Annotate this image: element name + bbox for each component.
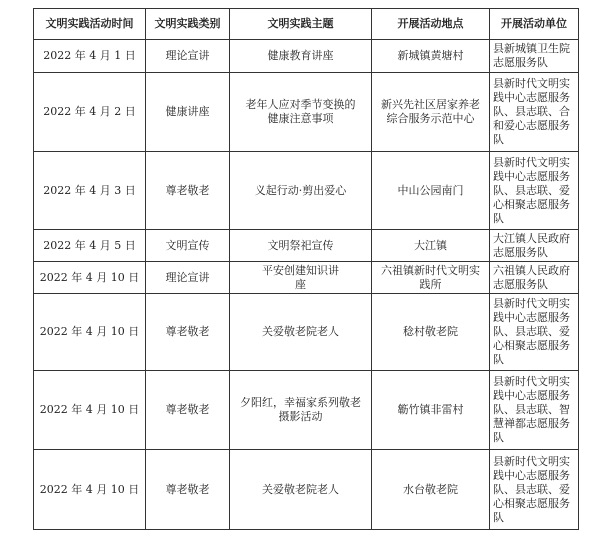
cell-topic: 健康教育讲座 bbox=[230, 40, 372, 73]
cell-date: 2022 年 4 月 10 日 bbox=[34, 371, 146, 450]
cell-date: 2022 年 4 月 10 日 bbox=[34, 450, 146, 530]
cell-topic: 关爱敬老院老人 bbox=[230, 294, 372, 371]
cell-category: 尊老敬老 bbox=[146, 450, 230, 530]
cell-category: 理论宣讲 bbox=[146, 262, 230, 294]
cell-topic: 文明祭祀宣传 bbox=[230, 230, 372, 262]
cell-category: 理论宣讲 bbox=[146, 40, 230, 73]
table-row bbox=[34, 371, 579, 450]
cell-place: 新城镇黄塘村 bbox=[372, 40, 490, 73]
cell-unit: 六祖镇人民政府志愿服务队 bbox=[490, 262, 579, 294]
cell-category: 尊老敬老 bbox=[146, 152, 230, 230]
cell-place: 稔村敬老院 bbox=[372, 294, 490, 371]
table-row bbox=[34, 262, 579, 294]
cell-date: 2022 年 4 月 1 日 bbox=[34, 40, 146, 73]
header-topic: 文明实践主题 bbox=[230, 9, 372, 40]
cell-topic: 老年人应对季节变换的健康注意事项 bbox=[230, 73, 372, 152]
cell-unit: 县新城镇卫生院志愿服务队 bbox=[490, 40, 579, 73]
table-row bbox=[34, 152, 579, 230]
cell-date: 2022 年 4 月 2 日 bbox=[34, 73, 146, 152]
cell-date: 2022 年 4 月 5 日 bbox=[34, 230, 146, 262]
header-category: 文明实践类别 bbox=[146, 9, 230, 40]
cell-unit: 县新时代文明实践中心志愿服务队、县志联、智慧禅都志愿服务队 bbox=[490, 371, 579, 450]
cell-place: 水台敬老院 bbox=[372, 450, 490, 530]
header-unit: 开展活动单位 bbox=[490, 9, 579, 40]
cell-topic: 义起行动·剪出爱心 bbox=[230, 152, 372, 230]
cell-date: 2022 年 4 月 10 日 bbox=[34, 294, 146, 371]
cell-place: 簕竹镇非雷村 bbox=[372, 371, 490, 450]
cell-place: 大江镇 bbox=[372, 230, 490, 262]
header-place: 开展活动地点 bbox=[372, 9, 490, 40]
cell-topic: 夕阳红，幸福家系列敬老摄影活动 bbox=[230, 371, 372, 450]
cell-place: 新兴先社区居家养老综合服务示范中心 bbox=[372, 73, 490, 152]
cell-category: 尊老敬老 bbox=[146, 294, 230, 371]
table-row bbox=[34, 73, 579, 152]
cell-date: 2022 年 4 月 10 日 bbox=[34, 262, 146, 294]
cell-category: 尊老敬老 bbox=[146, 371, 230, 450]
cell-topic: 关爱敬老院老人 bbox=[230, 450, 372, 530]
cell-unit: 大江镇人民政府志愿服务队 bbox=[490, 230, 579, 262]
table-row bbox=[34, 450, 579, 530]
table-row bbox=[34, 40, 579, 73]
cell-category: 健康讲座 bbox=[146, 73, 230, 152]
activity-table bbox=[33, 8, 579, 530]
table-row bbox=[34, 294, 579, 371]
cell-place: 六祖镇新时代文明实践所 bbox=[372, 262, 490, 294]
header-time: 文明实践活动时间 bbox=[34, 9, 146, 40]
cell-unit: 县新时代文明实践中心志愿服务队、县志联、爱心相聚志愿服务队 bbox=[490, 294, 579, 371]
cell-unit: 县新时代文明实践中心志愿服务队、县志联、合和爱心志愿服务队 bbox=[490, 73, 579, 152]
table-row bbox=[34, 230, 579, 262]
cell-date: 2022 年 4 月 3 日 bbox=[34, 152, 146, 230]
table-header-row bbox=[34, 9, 579, 40]
cell-place: 中山公园南门 bbox=[372, 152, 490, 230]
cell-topic: 平安创建知识讲座 bbox=[230, 262, 372, 294]
cell-unit: 县新时代文明实践中心志愿服务队、县志联、爱心相聚志愿服务队 bbox=[490, 450, 579, 530]
cell-category: 文明宣传 bbox=[146, 230, 230, 262]
cell-unit: 县新时代文明实践中心志愿服务队、县志联、爱心相聚志愿服务队 bbox=[490, 152, 579, 230]
